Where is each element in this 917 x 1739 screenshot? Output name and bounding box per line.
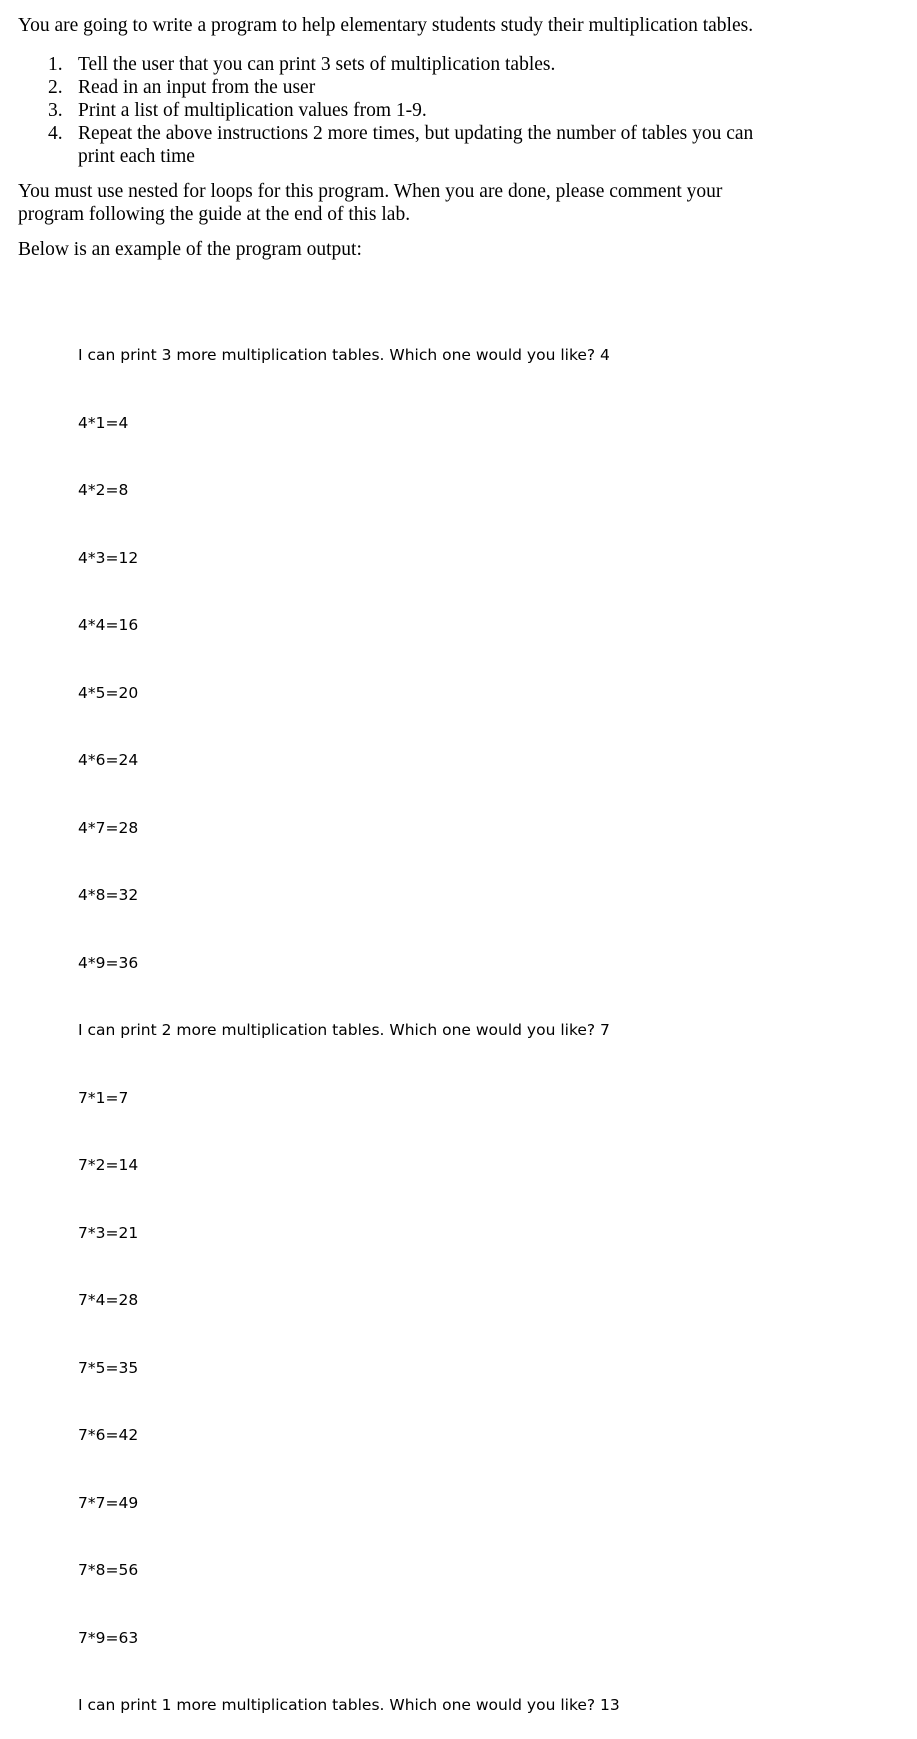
output-line: 7*5=35	[78, 1358, 139, 1377]
output-line: 4*6=24	[78, 751, 139, 769]
output-line: 7*4=28	[78, 1291, 139, 1309]
intro-paragraph: You are going to write a program to help elementary students study their multiplication tables.	[18, 15, 754, 36]
output-line: 4*9=36	[78, 953, 139, 972]
instruction-item	[48, 76, 778, 99]
instruction-number: 2.	[48, 77, 63, 98]
instruction-list	[18, 53, 898, 168]
output-line: 7*2=14	[78, 1156, 139, 1174]
output-line: I can print 3 more multiplication tables. Which one would you like? 4	[78, 346, 610, 364]
output-line: 4*4=16	[78, 616, 139, 634]
output-line: 7*9=63	[78, 1628, 139, 1647]
output-line: 4*5=20	[78, 683, 139, 702]
program-output-example	[78, 299, 620, 1739]
nested-loops-paragraph: You must use nested for loops for this program. When you are done, please comment your program following the guide at the end of this lab.	[18, 181, 723, 225]
output-line: 4*7=28	[78, 818, 139, 837]
instruction-number: 3.	[48, 100, 63, 121]
output-line: I can print 2 more multiplication tables. Which one would you like? 7	[78, 1021, 610, 1039]
output-line: 7*7=49	[78, 1493, 139, 1512]
instruction-number: 1.	[48, 54, 63, 75]
instruction-item	[48, 53, 778, 76]
output-line: 7*6=42	[78, 1426, 139, 1444]
output-line: 7*8=56	[78, 1561, 139, 1579]
document-body	[18, 14, 898, 261]
instruction-text: Read in an input from the user	[78, 77, 316, 98]
example-heading: Below is an example of the program output:	[18, 239, 362, 260]
output-line: 7*3=21	[78, 1223, 139, 1242]
instruction-text: Tell the user that you can print 3 sets of multiplication tables.	[78, 54, 556, 75]
output-line: 4*1=4	[78, 413, 129, 432]
instruction-item	[48, 99, 778, 122]
output-line: 7*1=7	[78, 1088, 129, 1107]
output-line: 4*2=8	[78, 481, 129, 499]
output-line: 4*3=12	[78, 548, 139, 567]
instruction-text: Repeat the above instructions 2 more times, but updating the number of tables you can print each time	[78, 123, 754, 167]
instruction-number: 4.	[48, 123, 63, 144]
instruction-item	[48, 122, 778, 168]
instruction-text: Print a list of multiplication values from 1-9.	[78, 100, 427, 121]
output-line: 4*8=32	[78, 886, 139, 904]
output-line: I can print 1 more multiplication tables. Which one would you like? 13	[78, 1696, 620, 1714]
